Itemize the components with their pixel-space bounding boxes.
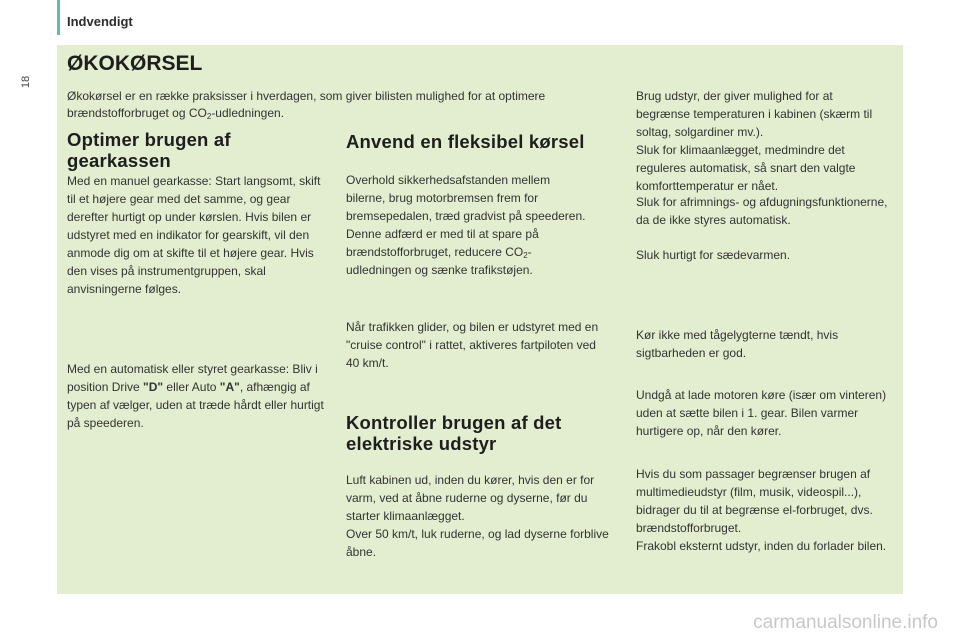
paragraph-safety-distance: Overhold sikkerhedsafstanden mellem bilerne, brug motorbremsen frem for bremsepedalen, træd gradvist på speederen. Denne adfærd er med til at spare på brændstofforbruget, reducere $CO_2$-udledningen og sænke trafikstøjen. — [346, 173, 586, 277]
paragraph-seat-heating: Sluk hurtigt for sædevarmen. — [636, 248, 791, 262]
paragraph-automatic-gearbox: Med en automatisk eller styret gearkasse: Bliv i position Drive "D" eller Auto "A", afhængig af typen af vælger, uden at træde hårdt eller hurtigt på speederen. — [67, 362, 324, 430]
heading-flexible-driving: Anvend en fleksibel kørsel — [346, 131, 585, 152]
paragraph-defrost-off: Sluk for afrimnings- og afdugningsfunktionerne, da de ikke styres automatisk. — [636, 195, 888, 227]
paragraph-manual-gearbox: Med en manuel gearkasse: Start langsomt, skift til et højere gear med det samme, og gear derefter hurtigt op under kørslen. Hvis bilen er udstyret med en indikator for gearskift, vil den anmode dig om at skifte til et højere gear. Hvis den vises på instrumentgruppen, skal anvisningerne følges. — [67, 174, 321, 296]
section-label: Indvendigt — [67, 14, 133, 29]
paragraph-external-equipment: Frakobl eksternt udstyr, inden du forlader bilen. — [636, 539, 887, 553]
paragraph-air-cabin: Luft kabinen ud, inden du kører, hvis den er for varm, ved at åbne ruderne og dyserne, før du starter klimaanlægget. — [346, 473, 595, 523]
paragraph-limit-temperature: Brug udstyr, der giver mulighed for at begrænse temperaturen i kabinen (skærm til soltag, solgardiner mv.). — [636, 89, 873, 139]
heading-gearbox: Optimer brugen af gearkassen — [67, 129, 231, 171]
page-title: ØKOKØRSEL — [67, 52, 203, 75]
page-number: 18 — [20, 75, 33, 89]
paragraph-fog-lights: Kør ikke med tågelygterne tændt, hvis sigtbarheden er god. — [636, 328, 839, 360]
section-accent-bar — [57, 0, 60, 35]
paragraph-idle-engine: Undgå at lade motoren køre (især om vinteren) uden at sætte bilen i 1. gear. Bilen varmer hurtigere op, når den kører. — [636, 388, 887, 438]
paragraph-multimedia: Hvis du som passager begrænser brugen af multimedieudstyr (film, musik, videospil...), bidrager du til at begrænse el-forbruget, dvs. brændstofforbruget. — [636, 467, 873, 535]
paragraph-close-windows: Over 50 km/t, luk ruderne, og lad dyserne forblive åbne. — [346, 527, 609, 559]
heading-electrical-equipment: Kontroller brugen af det elektriske udstyr — [346, 412, 562, 454]
intro-text: Økokørsel er en række praksisser i hverdagen, som giver bilisten mulighed for at optimere brændstofforbruget og $CO_2$-udledningen. — [67, 89, 546, 121]
paragraph-cruise-control: Når trafikken glider, og bilen er udstyret med en "cruise control" i rattet, aktiveres fartpiloten ved 40 km/t. — [346, 320, 599, 370]
watermark-text: carmanualsonline.info — [753, 612, 938, 633]
paragraph-climate-off: Sluk for klimaanlægget, medmindre det reguleres automatisk, så snart den valgte komforttemperatur er nået. — [636, 143, 856, 193]
